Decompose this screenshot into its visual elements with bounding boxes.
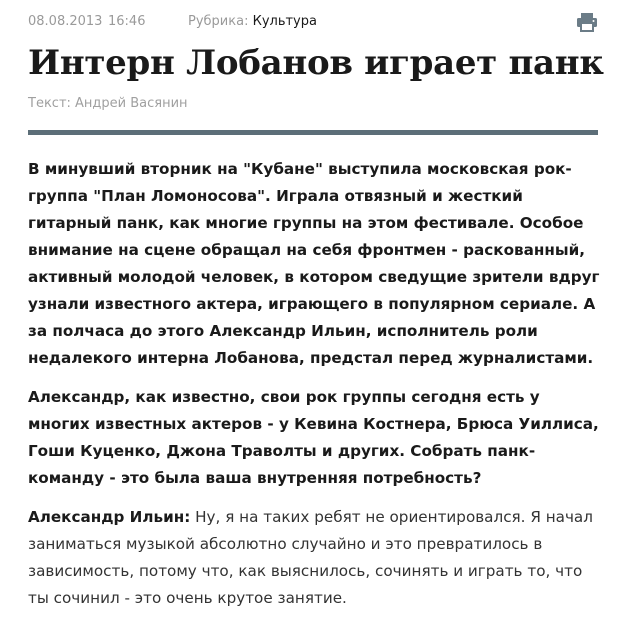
publish-time: 16:46 [108,14,146,29]
interview-answer [28,504,604,612]
article-author: Текст: Андрей Васянин [28,96,188,111]
header-divider [28,130,598,135]
rubric [188,12,317,32]
rubric-label: Рубрика: [188,14,249,29]
article-meta [28,12,598,32]
printer-icon[interactable] [576,12,598,32]
lead-paragraph: В минувший вторник на "Кубане" выступила московская рок-группа "План Ломоносова". Играла отвязный и жесткий гитарный панк, как многие группы на этом фестивале. Особое внимание на сцене обращал на себя фронтмен - раскованный, активный молодой человек, в котором сведущие зрители вдруг узнали известного актера, играющего в популярном сериале. А за полчаса до этого Александр Ильин, исполнитель роли недалекого интерна Лобанова, предстал перед журналистами. [28,160,600,367]
interview-question: Александр, как известно, свои рок группы сегодня есть у многих известных актеров - у Кевина Костнера, Брюса Уиллиса, Гоши Куценко, Джона Траволты и других. Собрать панк-команду - это была ваша внутренняя потребность? [28,388,599,487]
answer-text: Ну, я на таких ребят не ориентировался. Я начал заниматься музыкой абсолютно случайно и это превратилось в зависимость, потому что, как выяснилось, сочинять и играть то, что ты сочинил - это очень крутое занятие. [28,508,593,607]
answer-speaker: Александр Ильин: [28,508,191,526]
article-title: Интерн Лобанов играет панк [28,43,604,83]
publish-date: 08.08.2013 [28,14,103,29]
rubric-link[interactable]: Культура [252,14,317,29]
article-body [28,156,604,612]
